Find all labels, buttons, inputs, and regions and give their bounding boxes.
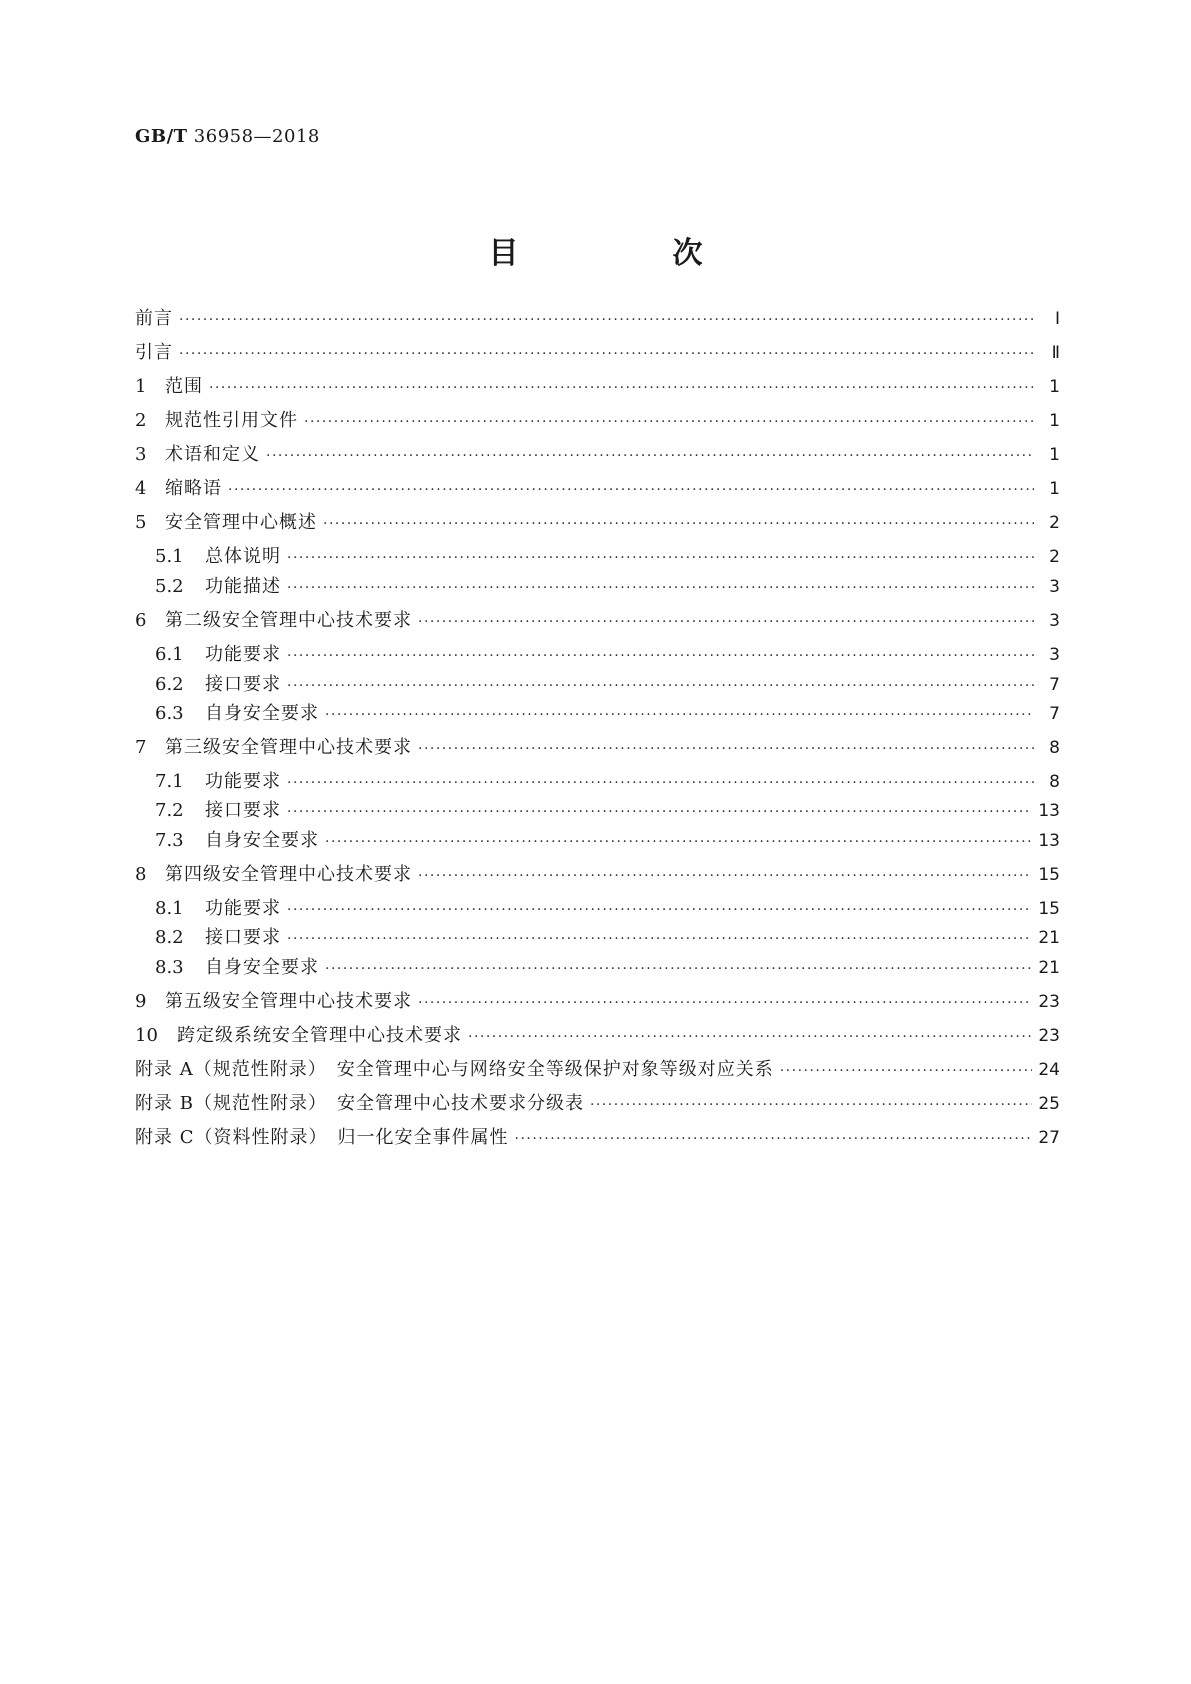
toc-dot-leader xyxy=(179,342,1034,366)
toc-entry-label: 自身安全要求 xyxy=(205,703,319,724)
toc-entry-page: 1 xyxy=(1049,445,1060,465)
toc-entry-label: 术语和定义 xyxy=(165,444,260,465)
toc-dot-leader xyxy=(287,800,1032,824)
toc-entry-page: 1 xyxy=(1049,479,1060,499)
toc-entry-label: 第二级安全管理中心技术要求 xyxy=(165,610,412,631)
toc-entry-page: 3 xyxy=(1049,611,1060,631)
toc-entry[interactable] xyxy=(135,609,1060,633)
toc-entry[interactable] xyxy=(135,770,1060,794)
toc-dot-leader xyxy=(304,410,1034,434)
toc-dot-leader xyxy=(209,376,1034,400)
toc-entry-label: 附录 B（规范性附录） 安全管理中心技术要求分级表 xyxy=(135,1093,584,1114)
toc-entry[interactable] xyxy=(135,799,1060,823)
toc-entry-page: 27 xyxy=(1038,1128,1060,1148)
toc-entry-number: 8.2 xyxy=(155,927,184,948)
toc-entry-number: 7.2 xyxy=(155,800,184,821)
toc-dot-leader xyxy=(179,308,1034,332)
toc-dot-leader xyxy=(287,576,1034,600)
toc-entry-page: 15 xyxy=(1038,865,1060,885)
toc-dot-leader xyxy=(418,864,1032,888)
toc-entry[interactable] xyxy=(135,829,1060,853)
toc-entry-page: 23 xyxy=(1038,1026,1060,1046)
toc-entry-label: 引言 xyxy=(135,342,173,363)
toc-entry-label: 总体说明 xyxy=(205,546,281,567)
toc-entry-number: 9 xyxy=(135,991,147,1012)
toc-entry-label: 功能要求 xyxy=(205,644,281,665)
toc-entry-number: 7 xyxy=(135,737,147,758)
toc-entry-label: 功能要求 xyxy=(205,898,281,919)
document-code-number: 36958—2018 xyxy=(193,126,320,147)
toc-dot-leader xyxy=(418,991,1032,1015)
toc-entry[interactable] xyxy=(135,702,1060,726)
toc-entry-label: 第四级安全管理中心技术要求 xyxy=(165,864,412,885)
toc-entry[interactable] xyxy=(135,341,1060,365)
toc-entry-label: 跨定级系统安全管理中心技术要求 xyxy=(177,1025,462,1046)
toc-entry-page: 25 xyxy=(1038,1094,1060,1114)
toc-entry-label: 第五级安全管理中心技术要求 xyxy=(165,991,412,1012)
toc-dot-leader xyxy=(468,1025,1032,1049)
toc-entry-label: 自身安全要求 xyxy=(205,957,319,978)
toc-entry-number: 1 xyxy=(135,376,147,397)
toc-entry[interactable] xyxy=(135,1024,1060,1048)
toc-entry-label: 范围 xyxy=(165,376,203,397)
toc-entry[interactable] xyxy=(135,511,1060,535)
toc-entry-page: 21 xyxy=(1038,928,1060,948)
toc-entry[interactable] xyxy=(135,1058,1060,1082)
toc-entry-number: 8 xyxy=(135,864,147,885)
toc-entry-page: 15 xyxy=(1038,899,1060,919)
toc-entry-page: 24 xyxy=(1038,1060,1060,1080)
toc-entry-page: 3 xyxy=(1049,645,1060,665)
toc-entry-number: 7.1 xyxy=(155,771,184,792)
toc-entry[interactable] xyxy=(135,736,1060,760)
toc-entry-label: 接口要求 xyxy=(205,800,281,821)
toc-entry[interactable] xyxy=(135,673,1060,697)
toc-entry[interactable] xyxy=(135,409,1060,433)
toc-dot-leader xyxy=(266,444,1034,468)
toc-dot-leader xyxy=(287,771,1034,795)
toc-entry-page: 8 xyxy=(1049,738,1060,758)
toc-entry-label: 功能要求 xyxy=(205,771,281,792)
toc-entry[interactable] xyxy=(135,897,1060,921)
toc-entry-number: 6.1 xyxy=(155,644,184,665)
toc-dot-leader xyxy=(418,610,1034,634)
toc-entry[interactable] xyxy=(135,575,1060,599)
page-title: 目 次 xyxy=(488,236,765,271)
document-code xyxy=(135,126,320,147)
toc-entry-page: 2 xyxy=(1049,513,1060,533)
document-code-prefix: GB/T xyxy=(135,126,188,147)
toc-entry[interactable] xyxy=(135,375,1060,399)
toc-entry-page: 3 xyxy=(1049,577,1060,597)
toc-entry[interactable] xyxy=(135,545,1060,569)
toc-entry[interactable] xyxy=(135,643,1060,667)
toc-entry-page: Ⅰ xyxy=(1054,309,1060,329)
toc-dot-leader xyxy=(325,830,1032,854)
toc-entry-page: 13 xyxy=(1038,801,1060,821)
toc-entry-label: 功能描述 xyxy=(205,576,281,597)
toc-entry[interactable] xyxy=(135,477,1060,501)
toc-entry-page: 2 xyxy=(1049,547,1060,567)
toc-entry[interactable] xyxy=(135,1092,1060,1116)
toc-entry-label: 前言 xyxy=(135,308,173,329)
toc-entry-number: 6.2 xyxy=(155,674,184,695)
toc-entry-number: 4 xyxy=(135,478,147,499)
toc-entry[interactable] xyxy=(135,1126,1060,1150)
toc-entry-number: 10 xyxy=(135,1025,158,1046)
toc-entry-label: 附录 C（资料性附录） 归一化安全事件属性 xyxy=(135,1127,509,1148)
toc-entry-page: 7 xyxy=(1049,704,1060,724)
toc-dot-leader xyxy=(287,898,1032,922)
toc-entry-page: 8 xyxy=(1049,772,1060,792)
toc-entry-label: 自身安全要求 xyxy=(205,830,319,851)
toc-entry-label: 缩略语 xyxy=(165,478,222,499)
toc-entry-number: 8.1 xyxy=(155,898,184,919)
toc-dot-leader xyxy=(325,957,1032,981)
toc-entry-number: 6 xyxy=(135,610,147,631)
toc-entry-page: 1 xyxy=(1049,377,1060,397)
toc-dot-leader xyxy=(287,546,1034,570)
toc-entry-page: 7 xyxy=(1049,675,1060,695)
toc-entry-page: 13 xyxy=(1038,831,1060,851)
toc-entry-label: 规范性引用文件 xyxy=(165,410,298,431)
toc-entry-number: 5.2 xyxy=(155,576,184,597)
toc-entry-number: 6.3 xyxy=(155,703,184,724)
toc-entry[interactable] xyxy=(135,443,1060,467)
toc-entry[interactable] xyxy=(135,990,1060,1014)
toc-entry-label: 附录 A（规范性附录） 安全管理中心与网络安全等级保护对象等级对应关系 xyxy=(135,1059,774,1080)
toc-dot-leader xyxy=(287,927,1032,951)
toc-dot-leader xyxy=(287,644,1034,668)
toc-entry[interactable] xyxy=(135,956,1060,980)
toc-entry-number: 3 xyxy=(135,444,147,465)
toc-entry[interactable] xyxy=(135,926,1060,950)
toc-entry-label: 第三级安全管理中心技术要求 xyxy=(165,737,412,758)
toc-entry-label: 安全管理中心概述 xyxy=(165,512,317,533)
toc-entry-number: 2 xyxy=(135,410,147,431)
toc-entry-number: 5 xyxy=(135,512,147,533)
toc-dot-leader xyxy=(287,674,1034,698)
toc-dot-leader xyxy=(228,478,1034,502)
toc-dot-leader xyxy=(325,703,1034,727)
toc-entry[interactable] xyxy=(135,307,1060,331)
toc-entry-page: Ⅱ xyxy=(1051,343,1060,363)
toc-dot-leader xyxy=(323,512,1034,536)
toc-entry-label: 接口要求 xyxy=(205,927,281,948)
toc-entry-number: 5.1 xyxy=(155,546,184,567)
toc-entry-page: 21 xyxy=(1038,958,1060,978)
toc-entry-number: 7.3 xyxy=(155,830,184,851)
toc-entry-number: 8.3 xyxy=(155,957,184,978)
toc-entry[interactable] xyxy=(135,863,1060,887)
toc-dot-leader xyxy=(780,1059,1033,1083)
toc-entry-label: 接口要求 xyxy=(205,674,281,695)
toc-entry-page: 1 xyxy=(1049,411,1060,431)
toc-entry-page: 23 xyxy=(1038,992,1060,1012)
toc-dot-leader xyxy=(590,1093,1032,1117)
toc-dot-leader xyxy=(515,1127,1033,1151)
toc-dot-leader xyxy=(418,737,1034,761)
